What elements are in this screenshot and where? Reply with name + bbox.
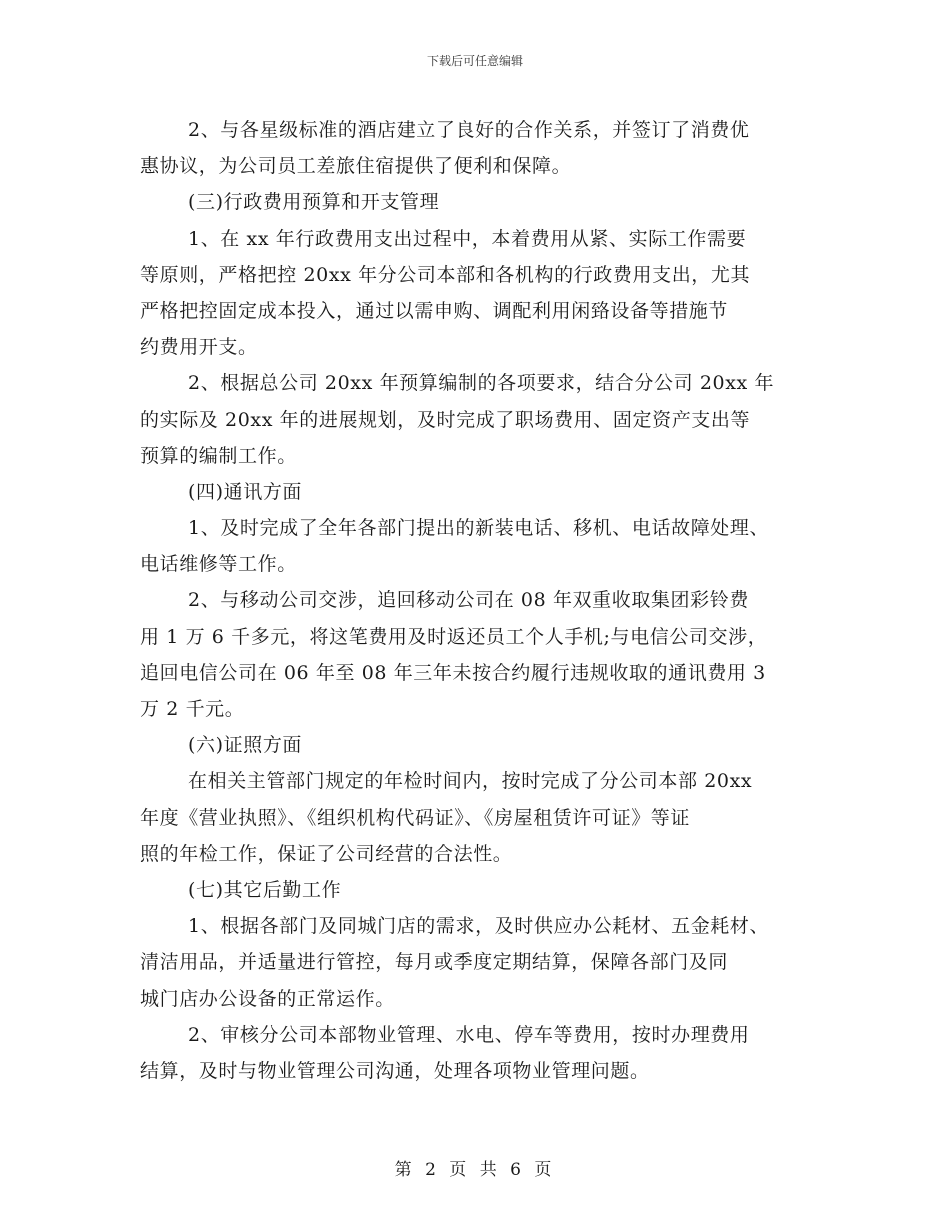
body-line: 追回电信公司在 06 年至 08 年三年未按合约履行违规收取的通讯费用 3 [140, 661, 766, 684]
body-line: (六)证照方面 [188, 734, 303, 757]
body-line: 2、与各星级标准的酒店建立了良好的合作关系，并签订了消费优 [188, 119, 750, 141]
page-number-footer: 第 2 页 共 6 页 [394, 1160, 556, 1180]
body-line: 的实际及 20xx 年的进展规划，及时完成了职场费用、固定资产支出等 [140, 408, 751, 431]
body-line: 万 2 千元。 [140, 698, 245, 720]
body-line: 等原则，严格把控 20xx 年分公司本部和各机构的行政费用支出，尤其 [140, 263, 751, 286]
body-line: 结算，及时与物业管理公司沟通，处理各项物业管理问题。 [140, 1059, 650, 1082]
body-line: 年度《营业执照》、《组织机构代码证》、《房屋租赁许可证》等证 [140, 806, 691, 829]
body-line: 城门店办公设备的正常运作。 [140, 987, 395, 1010]
document-body [140, 112, 830, 1089]
body-line: 电话维修等工作。 [140, 553, 297, 576]
body-line: (七)其它后勤工作 [188, 878, 342, 901]
body-line: 1、根据各部门及同城门店的需求，及时供应办公耗材、五金耗材、 [188, 915, 770, 938]
body-line: 在相关主管部门规定的年检时间内，按时完成了分公司本部 20xx [188, 770, 753, 793]
body-line: 惠协议，为公司员工差旅住宿提供了便利和保障。 [140, 155, 572, 178]
body-line: 1、在 xx 年行政费用支出过程中，本着费用从紧、实际工作需要 [188, 227, 747, 250]
body-line: 用 1 万 6 千多元，将这笔费用及时返还员工个人手机;与电信公司交涉， [140, 625, 768, 648]
body-line: (三)行政费用预算和开支管理 [188, 191, 440, 214]
body-line: 约费用开支。 [140, 336, 258, 359]
body-line: 照的年检工作，保证了公司经营的合法性。 [140, 842, 513, 865]
body-line: 清洁用品，并适量进行管控，每月或季度定期结算，保障各部门及同 [140, 951, 729, 974]
body-line: 1、及时完成了全年各部门提出的新装电话、移机、电话故障处理、 [188, 517, 770, 540]
body-line: 严格把控固定成本投入，通过以需申购、调配利用闲臵设备等措施节 [140, 299, 729, 322]
body-line: 2、与移动公司交涉，追回移动公司在 08 年双重收取集团彩铃费 [188, 589, 749, 612]
body-line: 2、根据总公司 20xx 年预算编制的各项要求，结合分公司 20xx 年 [188, 372, 775, 395]
page-header-note: 下载后可任意编辑 [426, 54, 523, 68]
body-line: 预算的编制工作。 [140, 444, 297, 467]
body-line: (四)通讯方面 [188, 480, 303, 503]
body-line: 2、审核分公司本部物业管理、水电、停车等费用，按时办理费用 [188, 1023, 750, 1046]
